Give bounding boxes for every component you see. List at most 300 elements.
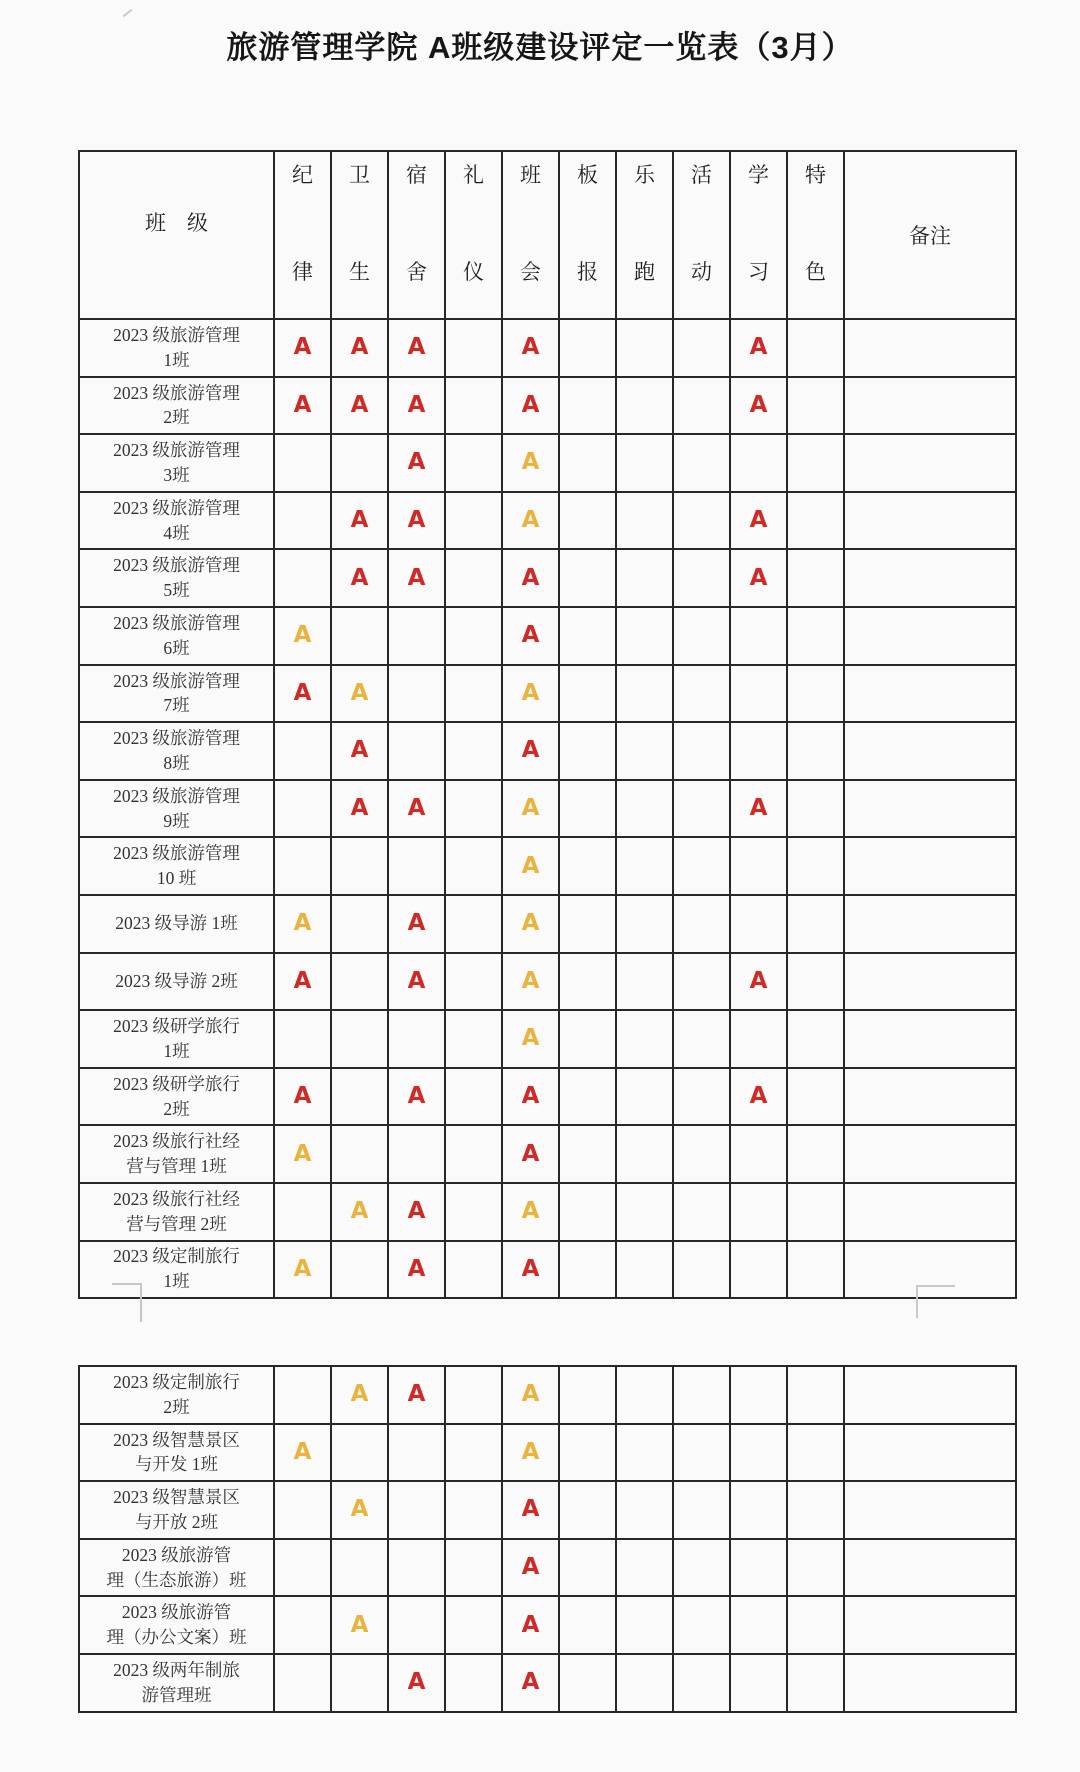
remark-cell [844,1424,1016,1482]
mark-cell-etiquette [445,549,502,607]
class-name-cell [79,1654,274,1712]
mark-cell-feature [787,1654,844,1712]
class-name-line: 2023 级旅游管理 [113,555,240,576]
mark-cell-hygiene [331,1424,388,1482]
mark-cell-dormitory [388,1125,445,1183]
mark-cell-board-report [559,780,616,838]
mark-cell-activity [673,722,730,780]
mark-cell-study [730,1424,787,1482]
mark-cell-class-meeting [502,1481,559,1539]
class-name-cell [79,1539,274,1597]
class-name-line: 2023 级旅游管理 [113,670,240,691]
mark-cell-class-meeting [502,837,559,895]
class-name-line: 理（生态旅游）班 [106,1569,247,1590]
grade-a-red: A [407,391,426,418]
class-evaluation-table [78,150,1017,1299]
mark-cell-class-meeting [502,1125,559,1183]
mark-cell-etiquette [445,1539,502,1597]
mark-cell-etiquette [445,1183,502,1241]
mark-cell-activity [673,1125,730,1183]
mark-cell-activity [673,607,730,665]
mark-cell-study [730,1481,787,1539]
mark-cell-discipline [274,1539,331,1597]
mark-cell-hygiene [331,837,388,895]
mark-cell-discipline [274,319,331,377]
criterion-char: 习 [748,260,769,284]
class-name-line: 2023 级旅游管理 [113,497,240,518]
mark-cell-board-report [559,953,616,1011]
header-cell-fun-run [616,151,673,319]
mark-cell-discipline [274,722,331,780]
mark-cell-discipline [274,607,331,665]
mark-cell-class-meeting [502,1068,559,1126]
table-row [79,1424,1016,1482]
mark-cell-fun-run [616,1481,673,1539]
mark-cell-board-report [559,1481,616,1539]
mark-cell-dormitory [388,377,445,435]
mark-cell-feature [787,607,844,665]
mark-cell-board-report [559,1010,616,1068]
mark-cell-etiquette [445,434,502,492]
mark-cell-activity [673,1241,730,1299]
grade-a-yellow: A [293,910,312,937]
mark-cell-activity [673,780,730,838]
header-cell-hygiene [331,151,388,319]
mark-cell-dormitory [388,1366,445,1424]
mark-cell-discipline [274,1068,331,1126]
grade-a-red: A [407,564,426,591]
mark-cell-study [730,1010,787,1068]
grade-a-yellow: A [521,679,540,706]
class-name-line: 2023 级旅行社经 [113,1188,240,1209]
header-cell-class: 班 级 [79,151,274,319]
class-name-cell [79,1241,274,1299]
grade-a-red: A [521,334,540,361]
class-name-line: 2023 级旅游管理 [113,612,240,633]
criterion-char: 宿 [406,163,427,187]
class-name-cell [79,1010,274,1068]
mark-cell-activity [673,434,730,492]
header-cell-study [730,151,787,319]
mark-cell-board-report [559,895,616,953]
mark-cell-discipline [274,1125,331,1183]
mark-cell-fun-run [616,492,673,550]
grade-a-yellow: A [350,1496,369,1523]
mark-cell-activity [673,665,730,723]
table-row [79,953,1016,1011]
class-name-line: 营与管理 2班 [126,1213,227,1234]
class-name-line: 2023 级旅游管理 [113,785,240,806]
mark-cell-fun-run [616,837,673,895]
remark-cell [844,1481,1016,1539]
stray-pen-mark [123,9,133,17]
grade-a-red: A [293,391,312,418]
mark-cell-activity [673,492,730,550]
mark-cell-study [730,319,787,377]
header-cell-class-meeting [502,151,559,319]
criterion-char: 生 [349,260,370,284]
mark-cell-class-meeting [502,492,559,550]
mark-cell-fun-run [616,895,673,953]
grade-a-red: A [407,1083,426,1110]
mark-cell-hygiene [331,1481,388,1539]
grade-a-red: A [293,1083,312,1110]
mark-cell-class-meeting [502,434,559,492]
mark-cell-board-report [559,1068,616,1126]
criterion-char: 纪 [292,163,313,187]
criterion-label-feature [788,152,843,283]
remark-cell [844,1068,1016,1126]
mark-cell-etiquette [445,1481,502,1539]
mark-cell-board-report [559,1241,616,1299]
criterion-label-class-meeting [503,152,558,283]
mark-cell-class-meeting [502,1424,559,1482]
table-row [79,1125,1016,1183]
criterion-char: 活 [691,163,712,187]
remark-cell [844,837,1016,895]
grade-a-red: A [407,1255,426,1282]
criterion-label-etiquette [446,152,501,283]
mark-cell-etiquette [445,1010,502,1068]
table-row [79,1366,1016,1424]
grade-a-red: A [407,1381,426,1408]
class-name-cell [79,722,274,780]
mark-cell-fun-run [616,665,673,723]
table-row [79,1539,1016,1597]
mark-cell-dormitory [388,895,445,953]
grade-a-red: A [521,622,540,649]
mark-cell-discipline [274,377,331,435]
class-name-cell [79,665,274,723]
grade-a-red: A [407,449,426,476]
class-name-cell [79,549,274,607]
class-name-line: 10 班 [156,868,197,889]
mark-cell-fun-run [616,780,673,838]
mark-cell-study [730,607,787,665]
class-name-cell [79,1183,274,1241]
mark-cell-class-meeting [502,780,559,838]
grade-a-yellow: A [521,910,540,937]
mark-cell-activity [673,1366,730,1424]
mark-cell-etiquette [445,319,502,377]
grade-a-yellow: A [521,967,540,994]
table-row [79,837,1016,895]
mark-cell-fun-run [616,953,673,1011]
evaluation-table-part2 [78,1365,1017,1713]
criterion-label-hygiene [332,152,387,283]
class-name-cell [79,837,274,895]
criterion-char: 卫 [349,163,370,187]
remark-cell [844,953,1016,1011]
class-name-line: 2023 级旅游管 [121,1544,232,1565]
grade-a-red: A [407,910,426,937]
criterion-label-activity [674,152,729,283]
mark-cell-etiquette [445,1654,502,1712]
mark-cell-etiquette [445,607,502,665]
table-row [79,1241,1016,1299]
mark-cell-discipline [274,953,331,1011]
mark-cell-etiquette [445,895,502,953]
mark-cell-feature [787,377,844,435]
class-name-cell [79,1125,274,1183]
class-name-cell [79,607,274,665]
grade-a-red: A [350,737,369,764]
mark-cell-fun-run [616,1183,673,1241]
class-name-cell [79,492,274,550]
mark-cell-study [730,780,787,838]
mark-cell-discipline [274,895,331,953]
mark-cell-hygiene [331,1366,388,1424]
mark-cell-feature [787,953,844,1011]
remark-cell [844,1654,1016,1712]
evaluation-table-part1 [78,150,1017,1299]
mark-cell-dormitory [388,319,445,377]
class-name-line: 1班 [163,1271,190,1292]
criterion-char: 班 [520,163,541,187]
mark-cell-feature [787,1596,844,1654]
grade-a-red: A [521,1496,540,1523]
criterion-char: 学 [748,163,769,187]
class-name-line: 2023 级旅游管 [121,1602,232,1623]
mark-cell-hygiene [331,434,388,492]
class-name-cell [79,1068,274,1126]
criterion-label-dormitory [389,152,444,283]
mark-cell-fun-run [616,1241,673,1299]
class-name-line: 2023 级研学旅行 [113,1073,240,1094]
mark-cell-activity [673,549,730,607]
header-cell-etiquette [445,151,502,319]
class-name-line: 2023 级智慧景区 [113,1487,240,1508]
mark-cell-hygiene [331,895,388,953]
grade-a-red: A [749,1083,768,1110]
mark-cell-dormitory [388,722,445,780]
mark-cell-study [730,434,787,492]
mark-cell-etiquette [445,1125,502,1183]
table-row [79,1596,1016,1654]
mark-cell-dormitory [388,665,445,723]
header-cell-activity [673,151,730,319]
mark-cell-feature [787,549,844,607]
class-name-line: 2023 级旅游管理 [113,324,240,345]
mark-cell-board-report [559,319,616,377]
mark-cell-dormitory [388,1010,445,1068]
mark-cell-study [730,665,787,723]
mark-cell-board-report [559,722,616,780]
table-row [79,607,1016,665]
grade-a-red: A [293,679,312,706]
mark-cell-board-report [559,1183,616,1241]
table-row [79,1481,1016,1539]
mark-cell-feature [787,319,844,377]
grade-a-yellow: A [293,1140,312,1167]
table-row [79,434,1016,492]
grade-a-red: A [749,507,768,534]
mark-cell-fun-run [616,1125,673,1183]
class-name-cell [79,377,274,435]
mark-cell-hygiene [331,1241,388,1299]
mark-cell-feature [787,1068,844,1126]
mark-cell-hygiene [331,1068,388,1126]
class-name-line: 2023 级导游 2班 [115,970,238,991]
mark-cell-etiquette [445,665,502,723]
mark-cell-dormitory [388,1183,445,1241]
remark-cell [844,377,1016,435]
mark-cell-activity [673,1183,730,1241]
mark-cell-discipline [274,1183,331,1241]
grade-a-red: A [521,1083,540,1110]
grade-a-red: A [350,795,369,822]
mark-cell-board-report [559,434,616,492]
class-name-line: 2023 级导游 1班 [115,913,238,934]
grade-a-red: A [521,564,540,591]
mark-cell-hygiene [331,1596,388,1654]
mark-cell-board-report [559,377,616,435]
grade-a-yellow: A [521,507,540,534]
mark-cell-board-report [559,549,616,607]
mark-cell-feature [787,1010,844,1068]
grade-a-red: A [749,795,768,822]
remark-cell [844,434,1016,492]
grade-a-red: A [749,334,768,361]
remark-cell [844,1366,1016,1424]
mark-cell-hygiene [331,1539,388,1597]
class-name-cell [79,1481,274,1539]
mark-cell-activity [673,1481,730,1539]
criterion-label-fun-run [617,152,672,283]
mark-cell-feature [787,1241,844,1299]
mark-cell-discipline [274,780,331,838]
mark-cell-hygiene [331,1010,388,1068]
mark-cell-activity [673,1424,730,1482]
grade-a-red: A [407,795,426,822]
mark-cell-hygiene [331,607,388,665]
mark-cell-fun-run [616,1068,673,1126]
mark-cell-discipline [274,1596,331,1654]
mark-cell-board-report [559,1125,616,1183]
mark-cell-study [730,492,787,550]
mark-cell-fun-run [616,377,673,435]
header-cell-discipline [274,151,331,319]
grade-a-yellow: A [521,795,540,822]
grade-a-red: A [407,967,426,994]
class-name-line: 7班 [163,695,190,716]
mark-cell-dormitory [388,953,445,1011]
class-name-cell [79,1424,274,1482]
criterion-char: 动 [691,260,712,284]
table-row [79,492,1016,550]
grade-a-red: A [293,967,312,994]
mark-cell-discipline [274,837,331,895]
mark-cell-feature [787,1481,844,1539]
mark-cell-etiquette [445,492,502,550]
mark-cell-study [730,1183,787,1241]
mark-cell-activity [673,1539,730,1597]
criterion-label-discipline [275,152,330,283]
mark-cell-dormitory [388,1068,445,1126]
mark-cell-board-report [559,492,616,550]
mark-cell-fun-run [616,1424,673,1482]
criterion-char: 舍 [406,260,427,284]
mark-cell-study [730,1654,787,1712]
grade-a-red: A [749,391,768,418]
remark-cell [844,895,1016,953]
mark-cell-discipline [274,1424,331,1482]
mark-cell-dormitory [388,837,445,895]
table-header-row [79,151,1016,319]
mark-cell-fun-run [616,319,673,377]
mark-cell-study [730,549,787,607]
grade-a-yellow: A [521,1025,540,1052]
class-name-line: 2023 级旅游管理 [113,440,240,461]
page-title: 旅游管理学院 A班级建设评定一览表（3月） [226,30,854,65]
remark-cell [844,1596,1016,1654]
class-name-line: 2023 级两年制旅 [113,1659,240,1680]
mark-cell-activity [673,895,730,953]
mark-cell-activity [673,377,730,435]
grade-a-red: A [521,1255,540,1282]
table-row [79,1654,1016,1712]
mark-cell-class-meeting [502,607,559,665]
corner-mark-left [112,1283,142,1322]
mark-cell-hygiene [331,377,388,435]
mark-cell-board-report [559,1424,616,1482]
header-cell-board-report [559,151,616,319]
grade-a-red: A [350,564,369,591]
mark-cell-feature [787,665,844,723]
mark-cell-study [730,837,787,895]
mark-cell-study [730,895,787,953]
mark-cell-class-meeting [502,1596,559,1654]
grade-a-yellow: A [521,852,540,879]
remark-cell [844,607,1016,665]
class-name-line: 与开放 2班 [134,1511,219,1532]
mark-cell-etiquette [445,1068,502,1126]
mark-cell-study [730,1366,787,1424]
mark-cell-hygiene [331,722,388,780]
remark-cell [844,1010,1016,1068]
mark-cell-dormitory [388,549,445,607]
mark-cell-feature [787,895,844,953]
mark-cell-dormitory [388,607,445,665]
mark-cell-feature [787,434,844,492]
mark-cell-board-report [559,1654,616,1712]
mark-cell-hygiene [331,953,388,1011]
mark-cell-hygiene [331,1654,388,1712]
mark-cell-study [730,1241,787,1299]
grade-a-red: A [749,967,768,994]
class-evaluation-table [78,1365,1017,1713]
mark-cell-study [730,377,787,435]
grade-a-red: A [521,391,540,418]
grade-a-yellow: A [521,449,540,476]
criterion-label-study [731,152,786,283]
class-name-line: 游管理班 [141,1684,212,1705]
mark-cell-class-meeting [502,1654,559,1712]
grade-a-yellow: A [350,679,369,706]
mark-cell-etiquette [445,837,502,895]
criterion-char: 报 [577,260,598,284]
grade-a-yellow: A [293,622,312,649]
mark-cell-etiquette [445,1366,502,1424]
mark-cell-class-meeting [502,549,559,607]
mark-cell-fun-run [616,1654,673,1712]
mark-cell-fun-run [616,607,673,665]
class-name-line: 2班 [163,1396,190,1417]
mark-cell-board-report [559,1366,616,1424]
mark-cell-activity [673,1596,730,1654]
grade-a-red: A [749,564,768,591]
class-name-line: 营与管理 1班 [126,1156,227,1177]
